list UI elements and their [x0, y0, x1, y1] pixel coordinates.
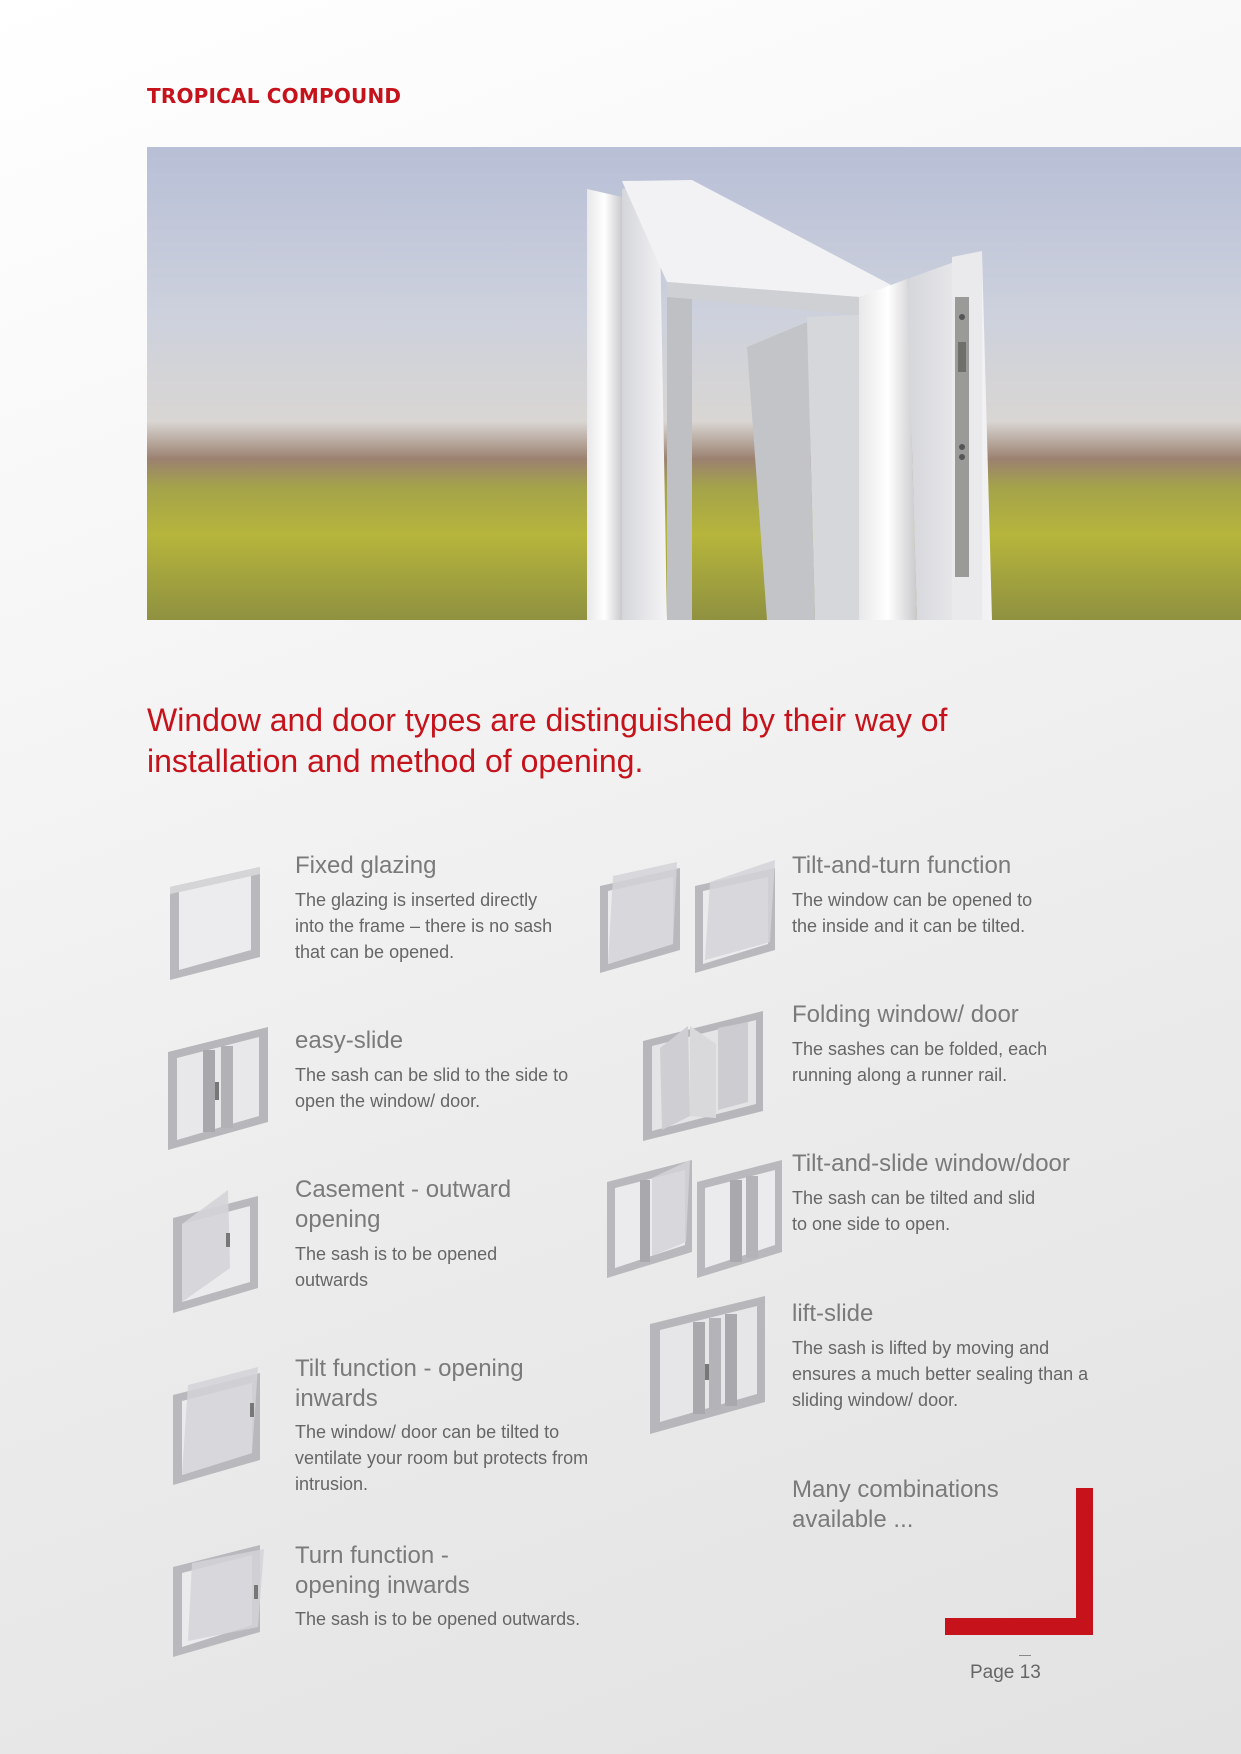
type-title: lift-slide — [792, 1300, 874, 1327]
combinations-text: Many combinations available ... — [792, 1476, 999, 1533]
type-title: easy-slide — [295, 1027, 404, 1054]
type-title: Tilt function - opening inwards — [295, 1355, 524, 1412]
type-description: The sash is lifted by moving and ensures a much better sealing than a sliding window/ door. — [792, 1338, 1089, 1410]
window-frame-photo — [147, 147, 1241, 620]
type-description: The sashes can be folded, each running along a runner rail. — [792, 1039, 1048, 1085]
tilt-and-slide-icon — [602, 1150, 787, 1285]
type-description: The glazing is inserted directly into the frame – there is no sash that can be opened. — [295, 890, 553, 962]
casement-outward-icon — [168, 1188, 263, 1318]
type-title: Folding window/ door — [792, 1001, 1019, 1028]
type-description: The window/ door can be tilted to ventilate your room but protects from intrusion. — [295, 1422, 589, 1494]
type-description: The window can be opened to the inside and it can be tilted. — [792, 890, 1033, 936]
type-description: The sash is to be opened outwards. — [295, 1609, 581, 1629]
type-description: The sash is to be opened outwards — [295, 1244, 498, 1290]
lift-slide-icon — [645, 1294, 770, 1439]
folding-window-icon — [638, 1006, 768, 1146]
turn-inwards-icon — [168, 1537, 268, 1662]
tilt-inwards-icon — [168, 1365, 268, 1490]
fixed-glazing-icon — [165, 862, 265, 987]
type-title: Fixed glazing — [295, 852, 437, 879]
type-description: The sash can be slid to the side to open the window/ door. — [295, 1065, 569, 1111]
type-title: Casement - outward opening — [295, 1176, 512, 1233]
type-description: The sash can be tilted and slid to one side to open. — [792, 1188, 1036, 1234]
page-number: Page 13 — [970, 1662, 1041, 1683]
corner-accent-vertical — [1076, 1488, 1093, 1635]
page-headline: Window and door types are distinguished by their way of installation and method of opening. — [147, 702, 948, 779]
type-title: Turn function - opening inwards — [295, 1542, 470, 1599]
page-dash — [1019, 1655, 1031, 1656]
hero-image — [147, 147, 1241, 620]
type-title: Tilt-and-slide window/door — [792, 1150, 1070, 1177]
corner-accent-horizontal — [945, 1618, 1093, 1635]
brand-header: TROPICAL COMPOUND — [147, 84, 402, 108]
type-title: Tilt-and-turn function — [792, 852, 1012, 879]
easy-slide-icon — [163, 1022, 273, 1157]
tilt-and-turn-icon — [595, 858, 780, 978]
